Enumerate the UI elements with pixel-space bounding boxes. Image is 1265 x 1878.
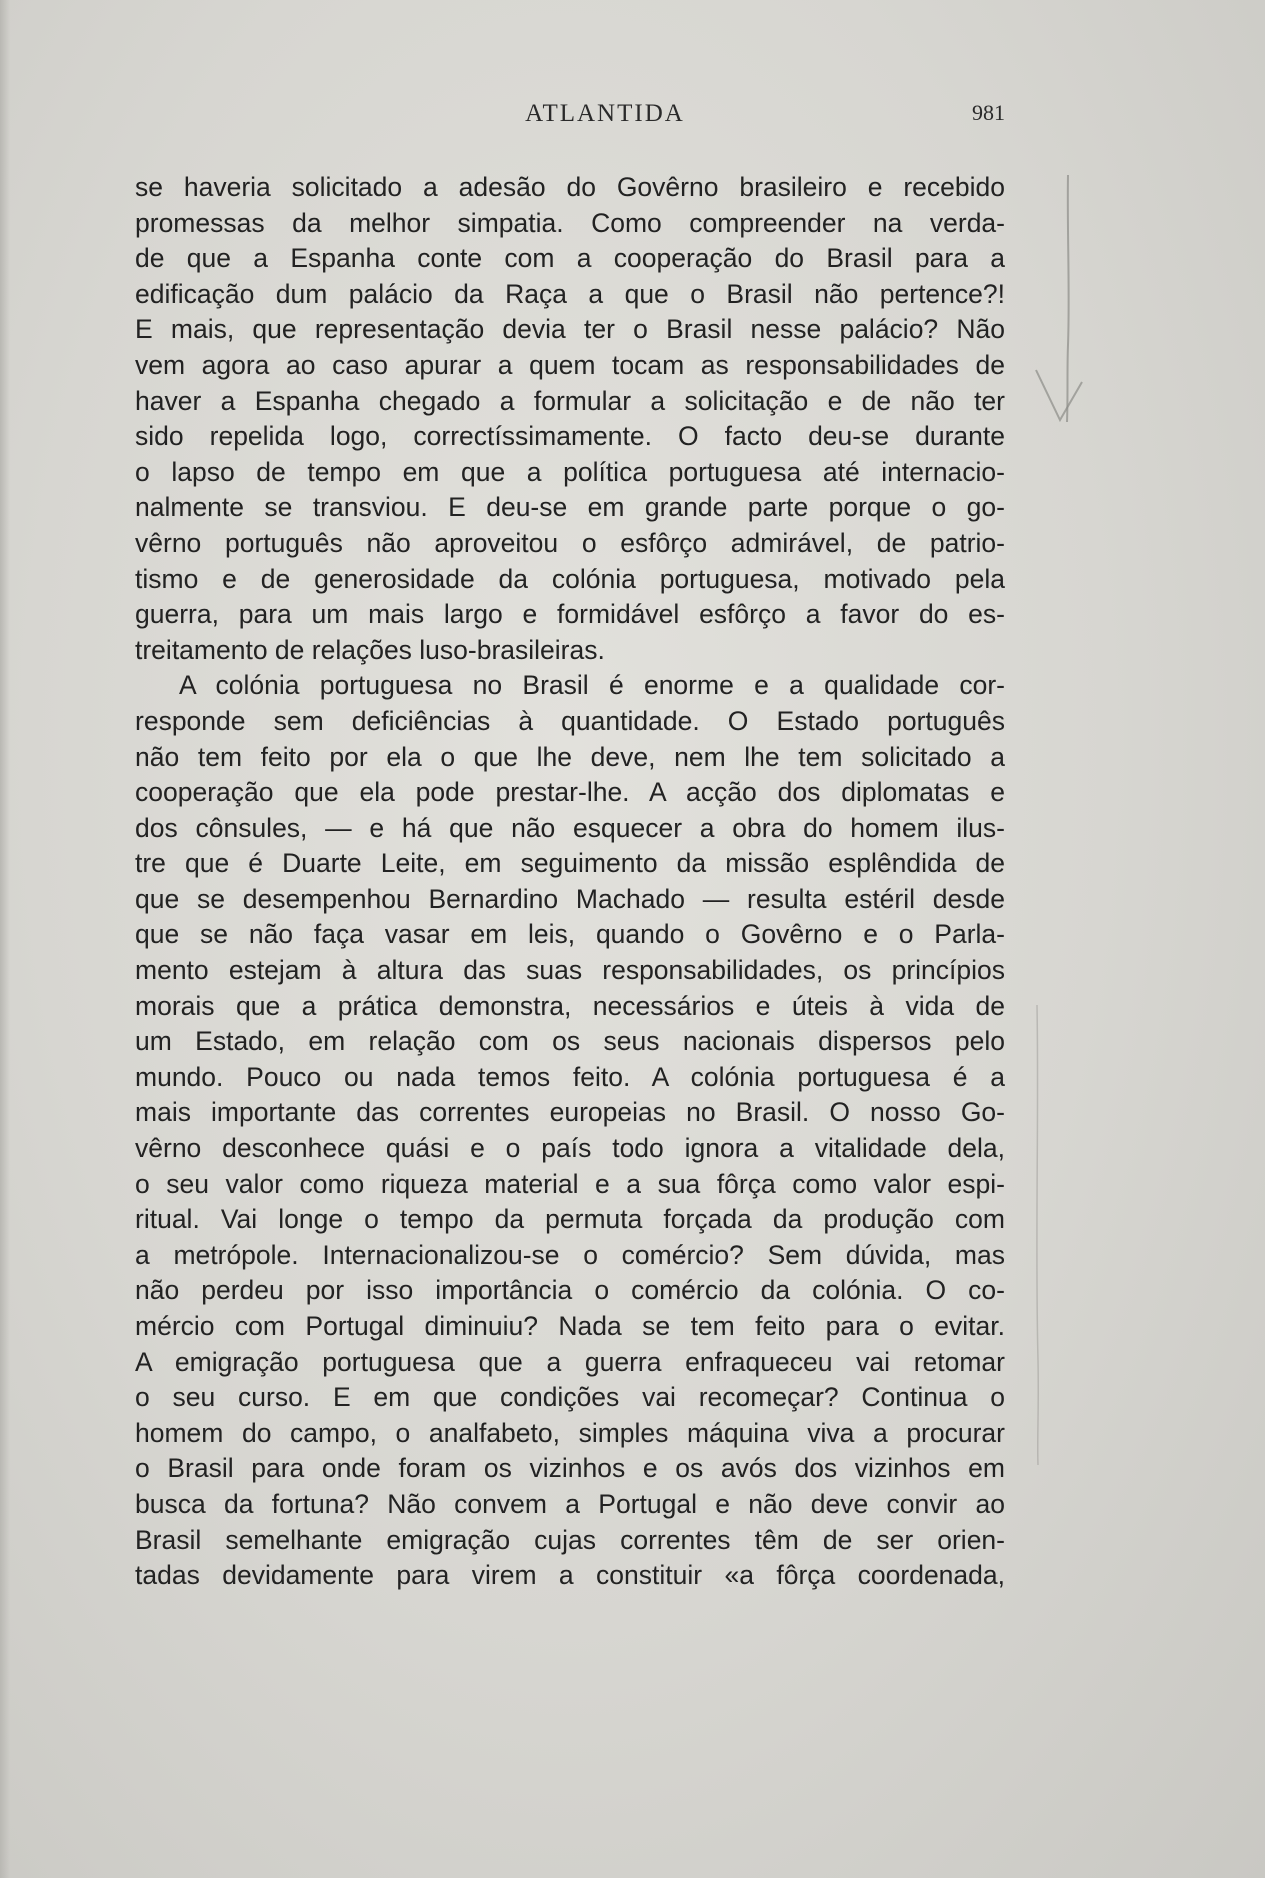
text-line: Brasil semelhante emigração cujas correntes têm de ser orien-	[135, 1524, 1005, 1555]
text-line: E mais, que representação devia ter o Brasil nesse palácio? Não	[135, 314, 1005, 345]
text-line: cooperação que ela pode prestar-lhe. A acção dos diplomatas e	[135, 777, 1005, 808]
text-line: vêrno português não aproveitou o esfôrço admirável, de patrio-	[135, 527, 1005, 558]
text-line: se haveria solicitado a adesão do Govêrno brasileiro e recebido	[135, 172, 1005, 202]
text-line: A colónia portuguesa no Brasil é enorme e a qualidade cor-	[179, 670, 1005, 701]
text-line: treitamento de relações luso-brasileiras.	[135, 634, 605, 665]
text-line: a metrópole. Internacionalizou-se o comércio? Sem dúvida, mas	[135, 1239, 1005, 1270]
page-number: 981	[972, 100, 1005, 125]
text-line: edificação dum palácio da Raça a que o Brasil não pertence?!	[135, 278, 1005, 309]
text-line: o seu valor como riqueza material e a sua fôrça como valor espi-	[135, 1168, 1005, 1199]
text-line: haver a Espanha chegado a formular a solicitação e de não ter	[135, 385, 1005, 416]
text-line: tre que é Duarte Leite, em seguimento da missão esplêndida de	[135, 848, 1005, 879]
text-line: mento estejam à altura das suas responsabilidades, os princípios	[135, 955, 1005, 986]
text-line: vem agora ao caso apurar a quem tocam as responsabilidades de	[135, 349, 1005, 380]
text-line: não perdeu por isso importância o comércio da colónia. O co-	[135, 1275, 1005, 1306]
text-line: tismo e de generosidade da colónia portuguesa, motivado pela	[135, 563, 1005, 594]
text-line: homem do campo, o analfabeto, simples máquina viva a procurar	[135, 1417, 1005, 1448]
page-edge-shadow	[0, 0, 10, 1878]
text-line: ritual. Vai longe o tempo da permuta forçada da produção com	[135, 1204, 1005, 1235]
text-line: dos cônsules, — e há que não esquecer a obra do homem ilus-	[135, 812, 1005, 843]
text-line: o seu curso. E em que condições vai recomeçar? Continua o	[135, 1382, 1005, 1413]
paragraph-2	[135, 668, 1005, 1593]
margin-pencil-mark	[1020, 170, 1090, 430]
text-line: que se desempenhou Bernardino Machado — resulta estéril desde	[135, 883, 1005, 914]
text-line: o lapso de tempo em que a política portuguesa até internacio-	[135, 456, 1005, 487]
text-line: nalmente se transviou. E deu-se em grande parte porque o go-	[135, 492, 1005, 523]
text-line: guerra, para um mais largo e formidável esfôrço a favor do es-	[135, 599, 1005, 630]
text-line: o Brasil para onde foram os vizinhos e os avós dos vizinhos em	[135, 1453, 1005, 1484]
text-line: vêrno desconhece quási e o país todo ignora a vitalidade dela,	[135, 1133, 1005, 1164]
text-line: não tem feito por ela o que lhe deve, nem lhe tem solicitado a	[135, 741, 1005, 772]
text-line: mais importante das correntes europeias no Brasil. O nosso Go-	[135, 1097, 1005, 1128]
paragraph-1	[135, 170, 1005, 668]
margin-pencil-line	[1025, 1000, 1065, 1470]
text-line: A emigração portuguesa que a guerra enfraqueceu vai retomar	[135, 1346, 1005, 1377]
text-line: mundo. Pouco ou nada temos feito. A colónia portuguesa é a	[135, 1061, 1005, 1092]
text-line: morais que a prática demonstra, necessários e úteis à vida de	[135, 990, 1005, 1021]
body-text	[135, 170, 1005, 1594]
text-line: um Estado, em relação com os seus nacionais dispersos pelo	[135, 1026, 1005, 1057]
text-line: mércio com Portugal diminuiu? Nada se tem feito para o evitar.	[135, 1311, 1005, 1341]
text-line: responde sem deficiências à quantidade. O Estado português	[135, 705, 1005, 736]
text-line: promessas da melhor simpatia. Como compreender na verda-	[135, 207, 1005, 238]
running-header	[0, 100, 1265, 140]
text-line: busca da fortuna? Não convem a Portugal e não deve convir ao	[135, 1488, 1005, 1519]
text-line: de que a Espanha conte com a cooperação do Brasil para a	[135, 243, 1005, 274]
text-line: tadas devidamente para virem a constituir «a fôrça coordenada,	[135, 1560, 1005, 1591]
journal-title: ATLANTIDA	[525, 100, 685, 127]
text-line: que se não faça vasar em leis, quando o Govêrno e o Parla-	[135, 919, 1005, 950]
text-line: sido repelida logo, correctíssimamente. O facto deu-se durante	[135, 421, 1005, 452]
